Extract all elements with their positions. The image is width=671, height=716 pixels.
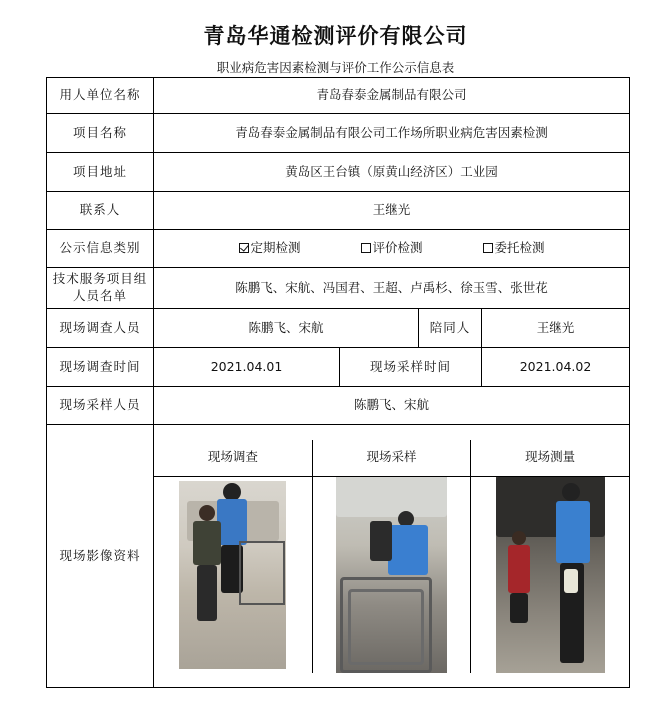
info-table (46, 77, 630, 688)
row-survey-staff (47, 309, 630, 348)
site-sampling-photo (336, 477, 447, 673)
project-name-value: 青岛春泰金属制品有限公司工作场所职业病危害因素检测 (154, 114, 630, 153)
row-project-name (47, 114, 630, 153)
unchecked-box-icon (483, 243, 493, 253)
survey-staff-value: 陈鹏飞、宋航 (154, 309, 419, 348)
option-evaluation[interactable] (361, 240, 423, 257)
row-team (47, 268, 630, 309)
sampling-time-value: 2021.04.02 (482, 348, 630, 387)
photo-survey-cell (154, 476, 312, 673)
photo-grid (154, 440, 629, 673)
row-project-address (47, 153, 630, 192)
team-label: 技术服务项目组人员名单 (47, 268, 154, 309)
contact-value: 王继光 (154, 192, 630, 230)
sampling-staff-label: 现场采样人员 (47, 387, 154, 425)
row-category (47, 230, 630, 268)
images-cell (154, 425, 630, 688)
option-entrusted[interactable] (483, 240, 545, 257)
photo-col-measure-label: 现场测量 (471, 440, 629, 477)
checked-box-icon (239, 243, 249, 253)
employer-value: 青岛春泰金属制品有限公司 (154, 78, 630, 114)
project-address-label: 项目地址 (47, 153, 154, 192)
survey-staff-label: 现场调查人员 (47, 309, 154, 348)
contact-label: 联系人 (47, 192, 154, 230)
option-periodic-label: 定期检测 (250, 240, 301, 256)
row-sampling-staff (47, 387, 630, 425)
project-address-value: 黄岛区王台镇（原黄山经济区）工业园 (154, 153, 630, 192)
option-periodic[interactable] (239, 240, 301, 257)
survey-time-label: 现场调查时间 (47, 348, 154, 387)
unchecked-box-icon (361, 243, 371, 253)
option-entrusted-label: 委托检测 (494, 240, 545, 256)
site-measure-photo (496, 477, 605, 673)
photo-col-sampling-label: 现场采样 (312, 440, 470, 477)
page-title: 青岛华通检测评价有限公司 (203, 24, 468, 48)
photo-col-survey-label: 现场调查 (154, 440, 312, 477)
row-images (47, 425, 630, 688)
photo-sampling-cell (312, 476, 470, 673)
employer-label: 用人单位名称 (47, 78, 154, 114)
images-label: 现场影像资料 (47, 425, 154, 688)
category-options (154, 230, 630, 268)
sampling-time-label: 现场采样时间 (340, 348, 482, 387)
row-employer (47, 78, 630, 114)
companion-label: 陪同人 (419, 309, 482, 348)
row-contact (47, 192, 630, 230)
sampling-staff-value: 陈鹏飞、宋航 (154, 387, 630, 425)
survey-time-value: 2021.04.01 (154, 348, 340, 387)
photo-measure-cell (471, 476, 629, 673)
category-label: 公示信息类别 (47, 230, 154, 268)
project-name-label: 项目名称 (47, 114, 154, 153)
page-subtitle: 职业病危害因素检测与评价工作公示信息表 (216, 60, 455, 75)
companion-value: 王继光 (482, 309, 630, 348)
site-survey-photo (179, 481, 286, 669)
team-value: 陈鹏飞、宋航、冯国君、王超、卢禹杉、徐玉雪、张世花 (154, 268, 630, 309)
row-times (47, 348, 630, 387)
option-evaluation-label: 评价检测 (372, 240, 423, 256)
